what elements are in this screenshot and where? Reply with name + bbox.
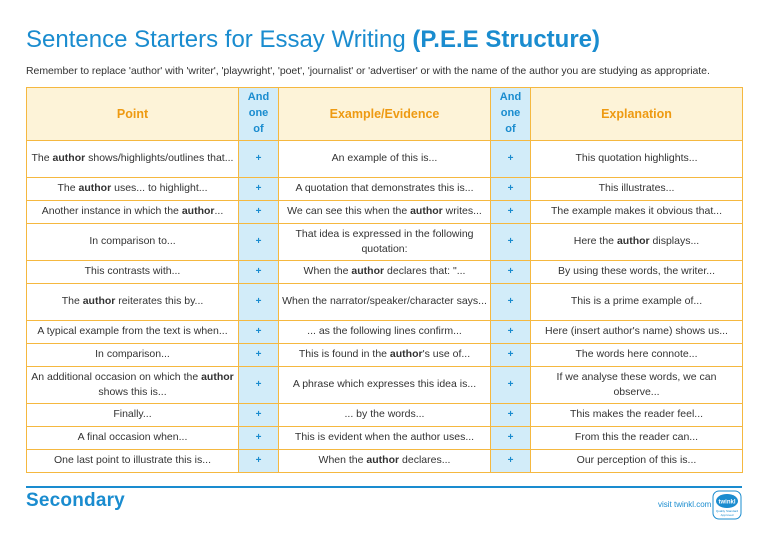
cell-text-pre: From this the reader can... — [574, 431, 699, 444]
table-row — [27, 427, 743, 450]
cell-text-pre: That idea is expressed in the following quotation: — [295, 227, 474, 255]
cell-text-pre: ... as the following lines confirm... — [307, 325, 462, 338]
cell-text-post: shows this is... — [98, 386, 167, 398]
instructions: Remember to replace 'author' with 'writer', 'playwright', 'poet', 'journalist' or 'advertiser' or with the name of the author you are studying as appropriate. — [26, 65, 710, 77]
cell-point — [27, 141, 239, 178]
table-row — [27, 344, 743, 367]
plus-connector: + — [491, 367, 531, 404]
table-row — [27, 141, 743, 178]
header-evidence: Example/Evidence — [279, 88, 491, 141]
cell-text-pre: This makes the reader feel... — [569, 408, 704, 421]
cell-text-post: 's use of... — [422, 348, 471, 361]
cell-text-bold: author — [78, 182, 112, 195]
cell-point — [27, 427, 239, 450]
plus-connector: + — [491, 427, 531, 450]
cell-text-bold: author — [82, 295, 116, 308]
plus-connector: + — [239, 367, 279, 404]
plus-connector: + — [239, 141, 279, 178]
cell-point — [27, 201, 239, 224]
cell-evidence — [279, 261, 491, 284]
plus-connector: + — [491, 321, 531, 344]
header-one-word: one — [500, 107, 521, 120]
plus-connector: + — [491, 261, 531, 284]
plus-connector: + — [491, 178, 531, 201]
cell-evidence — [279, 224, 491, 261]
plus-connector: + — [239, 178, 279, 201]
cell-point — [27, 321, 239, 344]
logo-text: twinkl — [718, 499, 736, 506]
brand-secondary: Secondary — [26, 490, 125, 511]
cell-text-pre: This is evident when the author uses... — [294, 431, 475, 444]
cell-evidence — [279, 141, 491, 178]
cell-text-post: declares that: "... — [384, 265, 466, 278]
cell-text-post: shows/highlights/outlines that... — [85, 152, 234, 165]
cell-text-post: declares... — [399, 454, 451, 467]
cell-text-pre: When the narrator/speaker/character says... — [282, 295, 487, 308]
plus-connector: + — [239, 344, 279, 367]
plus-connector: + — [491, 201, 531, 224]
plus-connector: + — [239, 224, 279, 261]
cell-text-pre: This contrasts with... — [84, 265, 181, 278]
visit-link[interactable]: visit twinkl.com — [658, 500, 712, 509]
cell-text-pre: By using these words, the writer... — [558, 265, 715, 278]
table-row — [27, 367, 743, 404]
cell-point — [27, 367, 239, 404]
cell-text-bold: author — [201, 370, 234, 383]
table-row — [27, 450, 743, 473]
cell-text-bold: author — [366, 454, 400, 467]
logo-tagline-2: Approved — [720, 513, 734, 517]
cell-explanation — [531, 367, 743, 404]
cell-text-pre: The words here connote... — [575, 348, 698, 361]
table-row — [27, 261, 743, 284]
cell-text-pre: An additional occasion on which the — [31, 370, 202, 383]
header-of-word: of — [253, 122, 264, 135]
header-and-word: And — [247, 91, 270, 104]
cell-text-bold: author — [181, 205, 215, 218]
plus-connector: + — [491, 404, 531, 427]
cell-text-pre: The — [57, 182, 79, 195]
cell-explanation — [531, 450, 743, 473]
header-row — [27, 88, 743, 141]
plus-connector: + — [491, 141, 531, 178]
plus-connector: + — [491, 450, 531, 473]
cell-text-pre: Another instance in which the — [41, 205, 182, 218]
header-and-word: And — [499, 91, 522, 104]
cell-evidence — [279, 178, 491, 201]
cell-evidence — [279, 427, 491, 450]
cell-explanation — [531, 344, 743, 367]
cell-text-post: reiterates this by... — [115, 295, 204, 308]
header-and-one-of — [239, 88, 279, 141]
cell-evidence — [279, 367, 491, 404]
cell-text-pre: ... by the words... — [344, 408, 425, 421]
cell-text-post: ... — [214, 205, 224, 218]
table-row — [27, 224, 743, 261]
cell-point — [27, 404, 239, 427]
title-structure: (P.E.E Structure) — [412, 26, 600, 53]
cell-text-bold: author — [616, 235, 650, 248]
cell-text-pre: This quotation highlights... — [575, 152, 698, 165]
table-row — [27, 284, 743, 321]
cell-text-pre: The — [31, 152, 53, 165]
cell-text-pre: The — [61, 295, 83, 308]
header-explanation: Explanation — [531, 88, 743, 141]
cell-text-pre: In comparison... — [95, 348, 170, 361]
cell-point — [27, 284, 239, 321]
sentence-starters-table — [26, 87, 743, 473]
cell-evidence — [279, 404, 491, 427]
cell-explanation — [531, 224, 743, 261]
header-point: Point — [27, 88, 239, 141]
plus-connector: + — [239, 284, 279, 321]
plus-connector: + — [239, 450, 279, 473]
plus-connector: + — [491, 284, 531, 321]
cell-text-pre: A quotation that demonstrates this is... — [295, 182, 474, 195]
cell-text-pre: A final occasion when... — [77, 431, 188, 444]
plus-connector: + — [239, 261, 279, 284]
cell-evidence — [279, 450, 491, 473]
cell-point — [27, 261, 239, 284]
cell-text-bold: author — [389, 348, 423, 361]
cell-text-pre: A phrase which expresses this idea is... — [292, 378, 477, 391]
table-row — [27, 201, 743, 224]
cell-text-pre: In comparison to... — [89, 235, 176, 248]
cell-text-pre: The example makes it obvious that... — [551, 205, 722, 218]
cell-explanation — [531, 178, 743, 201]
cell-text-pre: This is a prime example of... — [570, 295, 703, 308]
cell-text-pre: If we analyse these words, we can observe... — [556, 370, 717, 398]
cell-text-bold: author — [52, 152, 86, 165]
cell-evidence — [279, 284, 491, 321]
cell-text-pre: This is found in the — [298, 348, 390, 361]
title-main: Sentence Starters for Essay Writing — [26, 26, 406, 53]
cell-point — [27, 178, 239, 201]
cell-point — [27, 450, 239, 473]
cell-evidence — [279, 321, 491, 344]
plus-connector: + — [239, 427, 279, 450]
plus-connector: + — [491, 344, 531, 367]
cell-text-pre: We can see this when the — [287, 205, 411, 218]
cell-text-pre: Here (insert author's name) shows us... — [545, 325, 728, 338]
plus-connector: + — [239, 404, 279, 427]
page-title — [26, 26, 600, 54]
cell-explanation — [531, 284, 743, 321]
cell-evidence — [279, 201, 491, 224]
cell-text-pre: Our perception of this is... — [576, 454, 697, 467]
cell-point — [27, 224, 239, 261]
table-row — [27, 178, 743, 201]
table-row — [27, 321, 743, 344]
cell-text-pre: An example of this is... — [331, 152, 438, 165]
cell-text-pre: This illustrates... — [598, 182, 675, 195]
header-of-word: of — [505, 122, 516, 135]
plus-connector: + — [491, 224, 531, 261]
cell-text-pre: Finally... — [113, 408, 152, 421]
cell-text-pre: A typical example from the text is when... — [37, 325, 228, 338]
cell-text-post: displays... — [649, 235, 700, 248]
twinkl-badge-icon — [712, 490, 742, 520]
cell-text-pre: When the — [303, 265, 352, 278]
cell-text-pre: When the — [318, 454, 367, 467]
cell-point — [27, 344, 239, 367]
cell-explanation — [531, 427, 743, 450]
cell-text-pre: Here the — [573, 235, 617, 248]
cell-explanation — [531, 201, 743, 224]
cell-explanation — [531, 261, 743, 284]
cell-text-bold: author — [410, 205, 443, 218]
logo-tagline-1: Quality Standard — [715, 509, 739, 513]
cell-explanation — [531, 404, 743, 427]
cell-text-pre: One last point to illustrate this is... — [54, 454, 211, 467]
cell-text-bold: author — [351, 265, 385, 278]
cell-explanation — [531, 321, 743, 344]
footer-divider — [26, 486, 742, 488]
header-and-one-of — [491, 88, 531, 141]
cell-text-post: uses... to highlight... — [111, 182, 208, 195]
cell-evidence — [279, 344, 491, 367]
plus-connector: + — [239, 201, 279, 224]
plus-connector: + — [239, 321, 279, 344]
header-one-word: one — [248, 107, 269, 120]
cell-explanation — [531, 141, 743, 178]
table-row — [27, 404, 743, 427]
cell-text-post: writes... — [442, 205, 482, 218]
